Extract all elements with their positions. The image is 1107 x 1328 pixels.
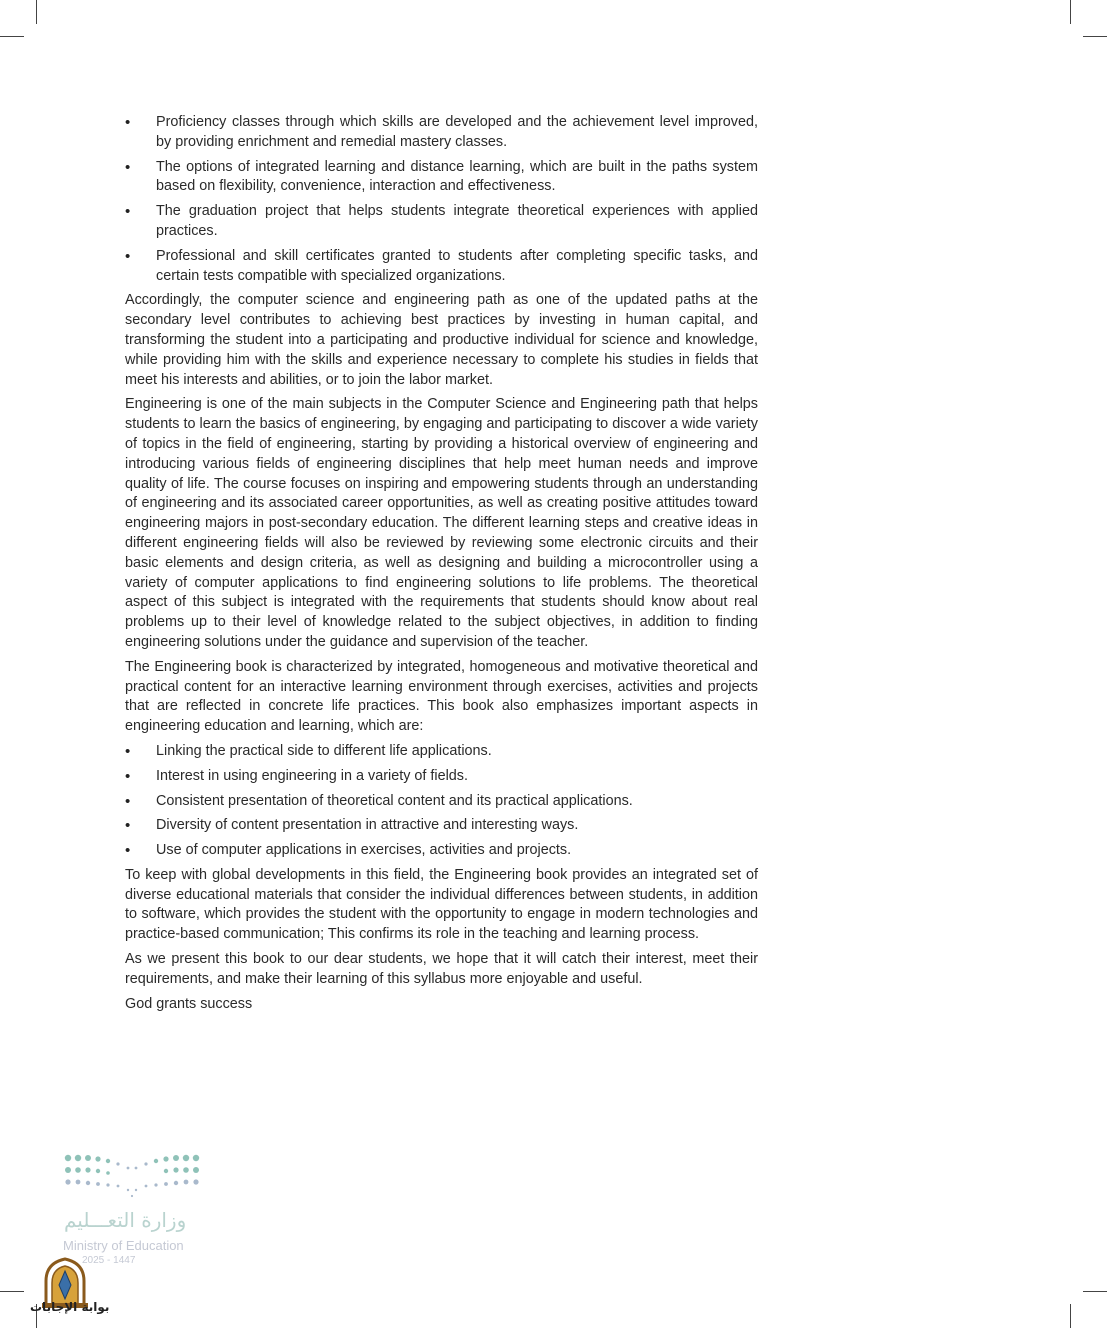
list-item: • Proficiency classes through which skills are developed and the achievement level improved, by providing enrichment and remedial mastery classes. <box>125 113 758 153</box>
bullet-list-features <box>125 113 758 286</box>
list-item: • Professional and skill certificates granted to students after completing specific tasks, and certain tests compatible with specialized organizations. <box>125 247 758 287</box>
logo-english-text: Ministry of Education <box>63 1238 184 1253</box>
paragraph-presentation: As we present this book to our dear students, we hope that it will catch their interest, meet their requirements, and make their learning of this syllabus more enjoyable and useful. <box>125 951 758 987</box>
logo-arabic-text: وزارة التعـــليم <box>64 1208 187 1232</box>
list-item: • Use of computer applications in exercises, activities and projects. <box>125 841 758 861</box>
page-body <box>125 113 758 1019</box>
closing-line: God grants success <box>125 995 253 1012</box>
crop-mark-bottom-right-v <box>1070 1304 1071 1328</box>
watermark-label: بوابة الإجابات <box>30 1300 110 1314</box>
list-item: • Interest in using engineering in a variety of fields. <box>125 767 758 787</box>
paragraph-engineering-subject: Engineering is one of the main subjects in the Computer Science and Engineering path that helps students to learn the basics of engineering, by engaging and participating to discover a wide variety of topics in the field of engineering, starting by providing a historical overview of engineering and introducing various fields of engineering disciplines that help meet human needs and improve quality of life. The course focuses on inspiring and empowering students through an understanding of engineering and its associated career opportunities, as well as creating positive attitudes toward engineering majors in post-secondary education. The different learning steps and creative ideas in different engineering fields will also be reviewed by reviewing some electronic circuits and their basic elements and design criteria, as well as designing and building a microcontroller using a variety of computer applications to find engineering solutions to life problems. The theoretical aspect of this subject is integrated with the requirements that students should know about real problems up to their level of knowledge related to the subject objectives, in addition to finding engineering solutions under the guidance and supervision of the teacher. <box>125 396 758 650</box>
logo-years-text: 2025 - 1447 <box>82 1255 136 1266</box>
list-item: • Consistent presentation of theoretical content and its practical applications. <box>125 792 758 812</box>
list-item: • Diversity of content presentation in attractive and interesting ways. <box>125 816 758 836</box>
ministry-dots-logo-icon <box>60 1150 205 1200</box>
crop-mark-bottom-left-h <box>0 1291 24 1292</box>
ministry-logo <box>60 1150 205 1270</box>
bullet-list-aspects <box>125 742 758 861</box>
paragraph-path-overview: Accordingly, the computer science and engineering path as one of the updated paths at the secondary level contributes to achieving best practices by investing in human capital, and transforming the student into a participating and productive individual for science and knowledge, while providing him with the skills and experience necessary to complete his studies in fields that meet his interests and abilities, or to join the labor market. <box>125 292 758 388</box>
paragraph-book-characteristics: The Engineering book is characterized by integrated, homogeneous and motivative theoretical and practical content for an interactive learning environment through exercises, activities and projects that are reflected in concrete life practices. This book also emphasizes important aspects in engineering education and learning, which are: <box>125 658 758 735</box>
list-item: • The graduation project that helps students integrate theoretical experiences with applied practices. <box>125 202 758 242</box>
crop-mark-top-left-v <box>36 0 37 24</box>
list-item: • Linking the practical side to different life applications. <box>125 742 758 762</box>
paragraph-global-developments: To keep with global developments in this field, the Engineering book provides an integrated set of diverse educational materials that consider the individual differences between students, in addition to software, which provides the student with the opportunity to engage in modern technologies and practice-based communication; This confirms its role in the teaching and learning process. <box>125 866 758 943</box>
crop-mark-top-right-v <box>1070 0 1071 24</box>
list-item: • The options of integrated learning and distance learning, which are built in the paths system based on flexibility, convenience, interaction and effectiveness. <box>125 158 758 198</box>
crop-mark-top-right-h <box>1083 36 1107 37</box>
crop-mark-top-left-h <box>0 36 24 37</box>
crop-mark-bottom-right-h <box>1083 1291 1107 1292</box>
